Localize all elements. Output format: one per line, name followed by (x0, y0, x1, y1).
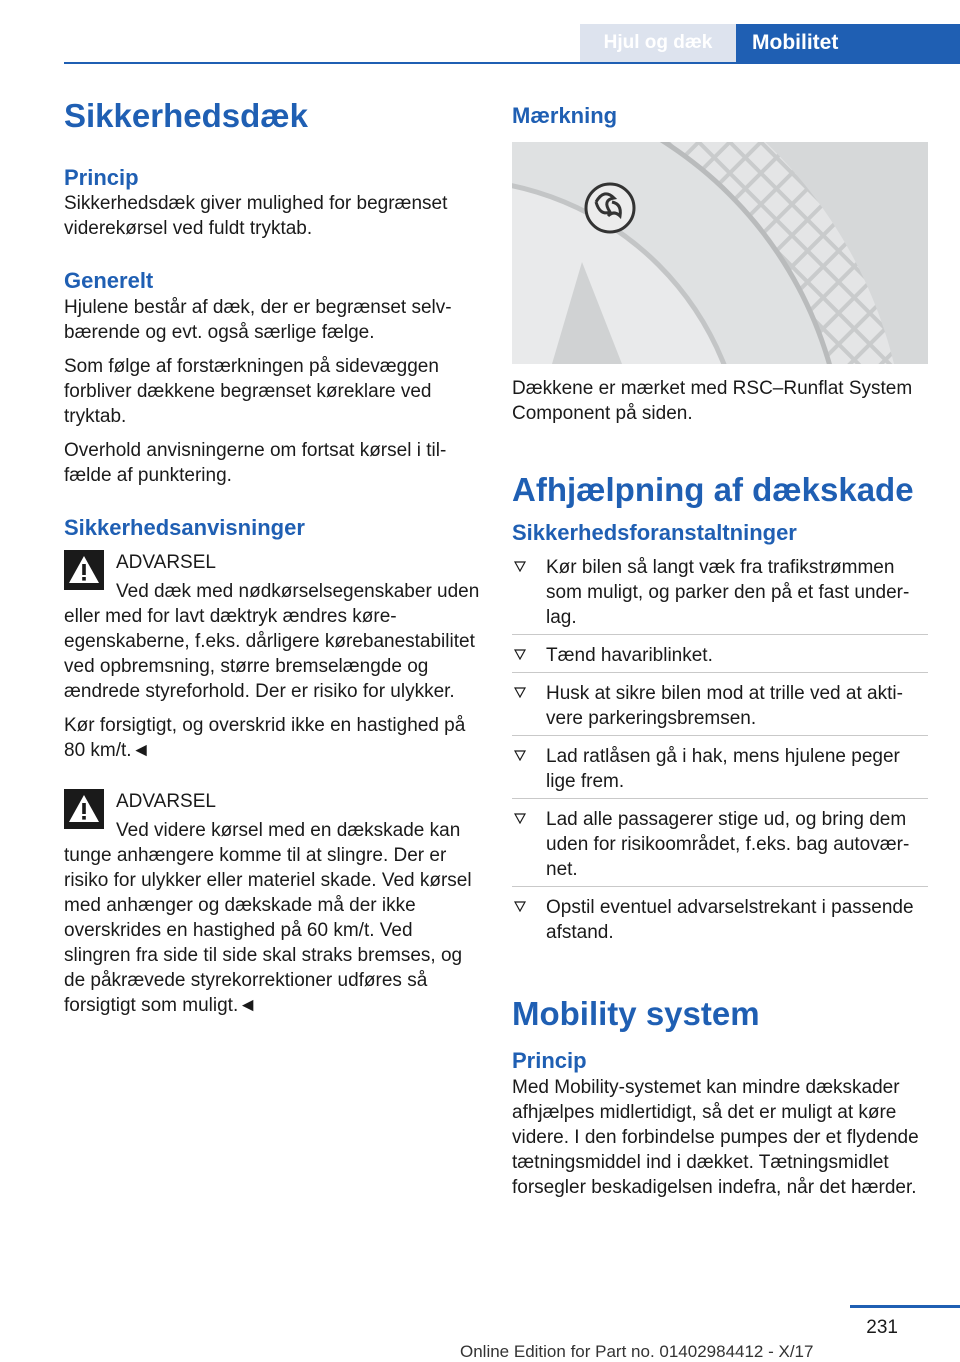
list-item-text: Tænd havariblinket. (546, 644, 713, 666)
list-item (512, 744, 928, 799)
measures-heading: Sikkerhedsforanstaltninger (512, 520, 797, 546)
warning-extra-1: Kør forsigtigt, og overskrid ikke en hastighed på 80 km/t.◄ (64, 715, 466, 762)
general-paragraph-3: Overhold anvisningerne om fortsat kørsel i tilfælde af punktering. (64, 439, 447, 486)
page-number: 231 (866, 1317, 898, 1338)
mobility-title: Mobility system (512, 994, 760, 1032)
list-item-text: Husk at sikre bilen mod at trille ved at aktivere parkeringsbremsen. (546, 682, 903, 729)
safety-heading: Sikkerhedsanvisninger (64, 514, 305, 540)
triangle-bullet-icon (514, 649, 526, 660)
list-item (512, 681, 928, 736)
mobility-text: Med Mobility-systemet kan mindre dækskader afhjælpes midlertidigt, så det er muligt at køre videre. I den forbindelse pumpes der et flydende tætningsmiddel ind i dækket. Tætningsmidlet forsegler beskadigelsen indefra, når det hærder. (512, 1076, 919, 1198)
list-item (512, 895, 928, 950)
right-column (512, 96, 928, 1200)
triangle-bullet-icon (514, 901, 526, 912)
principle-heading: Princip (64, 164, 139, 190)
warning-block-2 (64, 789, 480, 814)
list-item (512, 643, 928, 673)
page-number-rule (850, 1305, 960, 1308)
warning-block-1 (64, 550, 480, 575)
general-paragraph-1: Hjulene består af dæk, der er begrænset selvbærende og evt. også særlige fælge. (64, 296, 452, 343)
section-tab: Hjul og dæk (580, 24, 736, 62)
warning-title: ADVARSEL (116, 791, 216, 813)
running-header (580, 24, 960, 62)
triangle-bullet-icon (514, 561, 526, 572)
marking-heading: Mærkning (512, 103, 618, 128)
measures-list (512, 555, 928, 950)
triangle-bullet-icon (514, 687, 526, 698)
list-item (512, 807, 928, 887)
marking-caption: Dækkene er mærket med RSC–Runflat System Component på siden. (512, 377, 913, 424)
general-paragraph-2: Som følge af forstærkningen på sidevæggen forbliver dækkene begrænset køreklare ved tryktab. (64, 355, 439, 427)
chapter-tab: Mobilitet (736, 24, 960, 62)
list-item-text: Opstil eventuel advarselstrekant i passende afstand. (546, 896, 914, 943)
general-heading: Generelt (64, 268, 154, 294)
mobility-principle-heading: Princip (512, 1048, 587, 1074)
triangle-bullet-icon (514, 813, 526, 824)
tire-sidewall-image (512, 142, 928, 364)
warning-triangle-icon (64, 789, 104, 829)
principle-text: Sikkerhedsdæk giver mulighed for begrænset viderekørsel ved fuldt tryktab. (64, 193, 448, 240)
footer-edition: Online Edition for Part no. 01402984412 - X/17 (460, 1342, 814, 1361)
list-item-text: Lad ratlåsen gå i hak, mens hjulene peger lige frem. (546, 745, 900, 792)
warning-text-1: Ved dæk med nødkørselsegenskaber uden eller med for lavt dæktryk ændres køreegenskaberne, f.eks. dårligere kørebanestabilitet ved opbremsning, større bremselængde og ændrede styreforhold. Der er risiko for ulykker. (64, 581, 480, 703)
damage-title: Afhjælpning af dækskade (512, 470, 914, 508)
triangle-bullet-icon (514, 750, 526, 761)
left-column (64, 96, 480, 1018)
warning-text-2: Ved videre kørsel med en dækskade kan tunge anhængere komme til at slingre. Der er risiko for ulykker eller materiel skade. Ved kørsel med anhænger og dækskade må der ikke overskrides en hastighed på 60 km/t. Ved slingren fra side til side skal straks bremses, og de påkrævede styrekorrektioner udføres så forsigtigt som muligt.◄ (64, 820, 472, 1017)
warning-triangle-icon (64, 550, 104, 590)
header-rule (64, 62, 960, 64)
list-item-text: Kør bilen så langt væk fra trafikstrømmen som muligt, og parker den på et fast underlag. (546, 556, 910, 628)
list-item-text: Lad alle passagerer stige ud, og bring dem uden for risikoområdet, f.eks. bag autoværnet. (546, 808, 910, 880)
warning-title: ADVARSEL (116, 552, 216, 574)
section-title: Sikkerhedsdæk (64, 97, 308, 134)
list-item (512, 555, 928, 635)
